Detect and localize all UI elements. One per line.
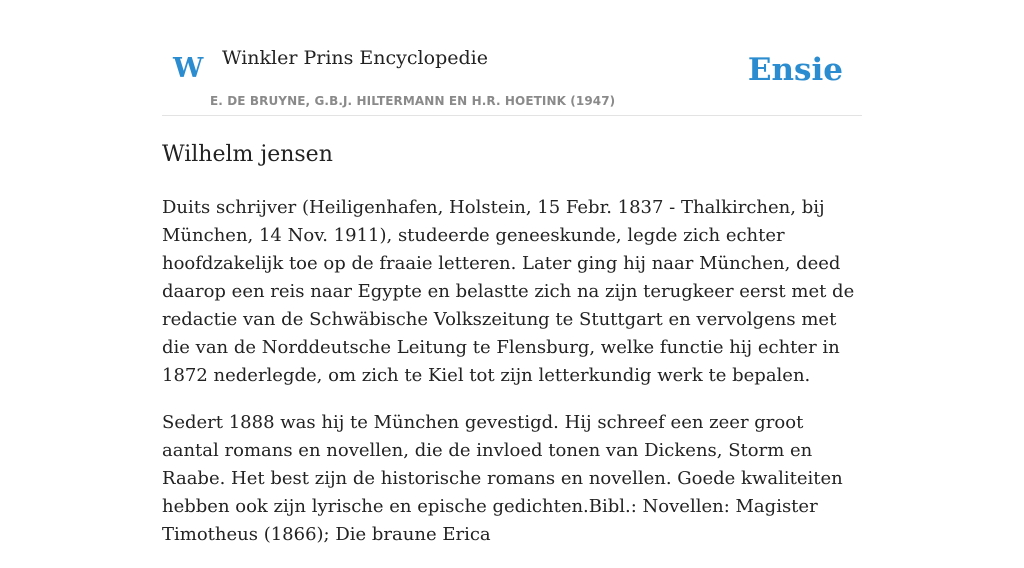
article-title: Wilhelm jensen [162,142,333,167]
source-title[interactable]: Winkler Prins Encyclopedie [222,47,488,69]
article-paragraph-2: Sedert 1888 was hij te München gevestigd. Hij schreef een zeer groot aantal romans en novellen, die de invloed tonen van Dickens, Storm en Raabe. Het best zijn de historische romans en novellen. Goede kwaliteiten hebben ook zijn lyrische en epische gedichten.Bibl.: Novellen: Magister Timotheus (1866); Die braune Erica [162,412,843,545]
brand-logo[interactable]: Ensie [747,52,843,88]
article-paragraph-1: Duits schrijver (Heiligenhafen, Holstein, 15 Febr. 1837 - Thalkirchen, bij München, 14 Nov. 1911), studeerde geneeskunde, legde zich echter hoofdzakelijk toe op de fraaie letteren. Later ging hij naar München, deed daarop een reis naar Egypte en belastte zich na zijn terugkeer eerst met de redactie van de Schwäbische Volkszeitung te Stuttgart en vervolgens met die van de Norddeutsche Leitung te Flensburg, welke functie hij echter in 1872 nederlegde, om zich te Kiel tot zijn letterkundig werk te bepalen. [162,197,855,386]
source-header [162,0,862,116]
source-logo-icon[interactable]: W [173,53,204,84]
article-body [162,138,862,568]
source-authors: E. DE BRUYNE, G.B.J. HILTERMANN EN H.R. HOETINK (1947) [210,94,616,108]
